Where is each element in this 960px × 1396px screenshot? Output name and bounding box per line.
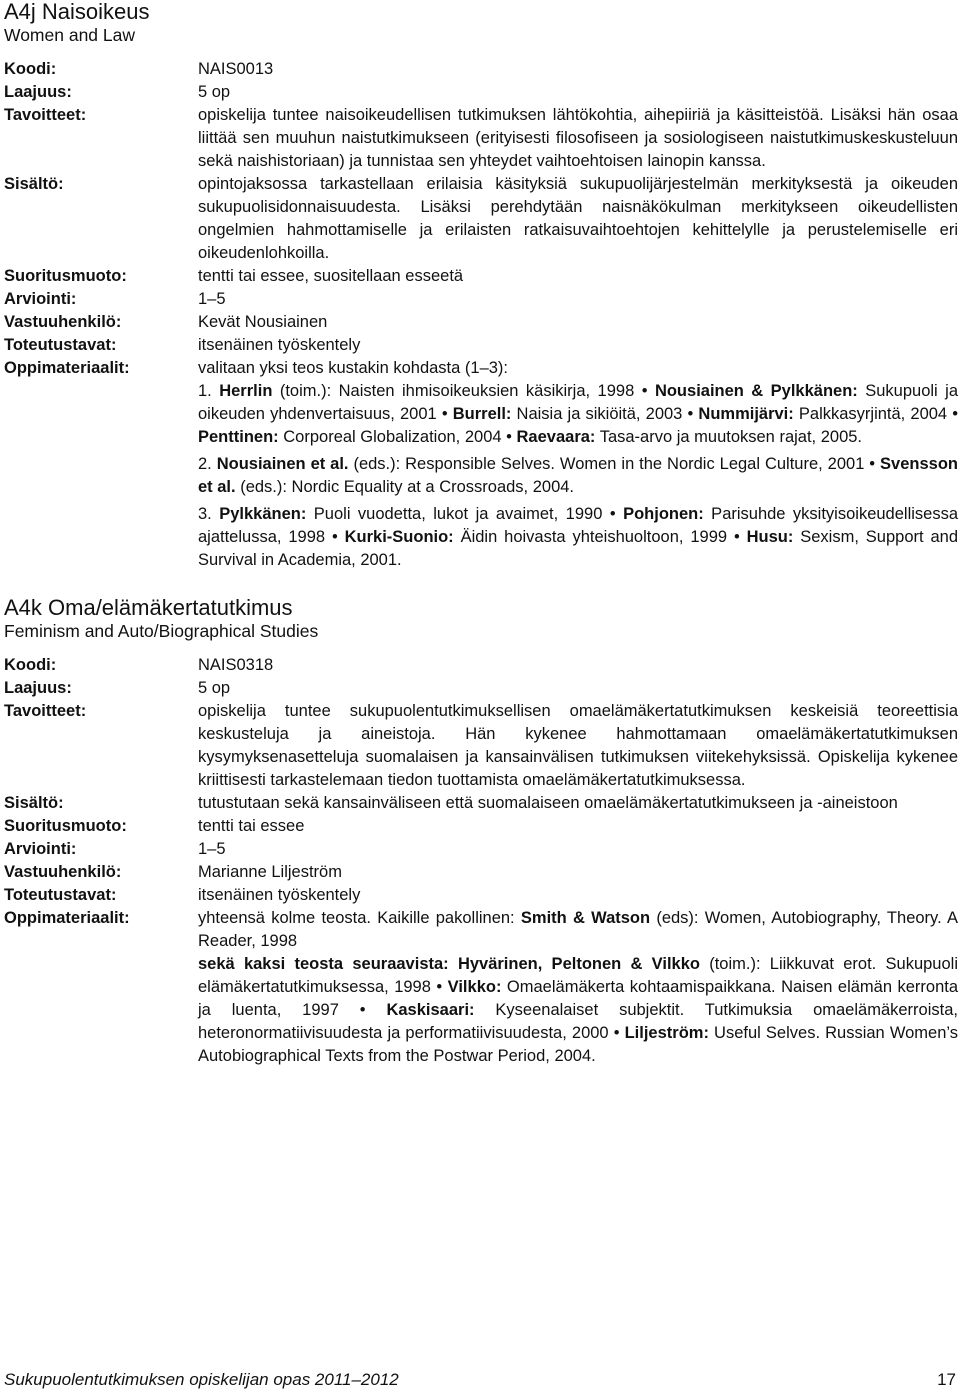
page-footer [4, 1368, 956, 1392]
author-name: Nousiainen & Pylkkänen: [654, 382, 858, 400]
materials-group [198, 380, 958, 449]
author-name: Kurki-Suonio: [344, 528, 454, 546]
course-a4j [4, 0, 958, 572]
group-number: 2. [198, 455, 217, 473]
bullet-separator: • [602, 505, 624, 523]
field-value: 5 op [198, 679, 231, 697]
materials-intro [198, 907, 958, 953]
field-value: 1–5 [198, 840, 226, 858]
field-value: tentti tai essee [198, 817, 305, 835]
field-label: Tavoitteet: [4, 702, 87, 720]
course-title: A4k Oma/elämäkertatutkimus [4, 595, 293, 620]
field-label: Toteutustavat: [4, 336, 117, 354]
author-name: Smith & Watson [520, 909, 651, 927]
field-vastuuhenkilo [4, 311, 958, 334]
field-value [198, 907, 958, 1068]
reference-text: Useful Selves. Russian Women’s Autobiographical Texts from the Postwar Period, 2004. [198, 1024, 959, 1065]
reference-text: Tasa-arvo ja muutoksen rajat, 2005. [595, 428, 863, 446]
reference-text: Kyseenalaiset subjektit. Tutkimuksia omaelämäkerroista, heteronormatiivisuudesta ja performatiivisuudesta, 2000 [198, 1001, 958, 1042]
field-label: Toteutustavat: [4, 886, 117, 904]
field-arviointi [4, 838, 958, 861]
field-label: Suoritusmuoto: [4, 817, 127, 835]
reference-text: (eds.): Responsible Selves. Women in the Nordic Legal Culture, 2001 [348, 455, 865, 473]
field-value: Kevät Nousiainen [198, 313, 328, 331]
reference-text: Palkkasyrjintä, 2004 [793, 405, 948, 423]
field-label: Koodi: [4, 60, 57, 78]
course-subtitle: Women and Law [4, 25, 136, 45]
bullet-separator: • [325, 528, 345, 546]
field-tavoitteet [4, 700, 958, 792]
field-value: NAIS0318 [198, 656, 274, 674]
field-value: opiskelija tuntee sukupuolentutkimuksellisen omaelämäkertatutkimuksen keskeisiä teoreettisia keskusteluja ja aineistoja. Hän kykenee hahmottamaan omaelämäkertatutkimuksen kysymyksenasetteluja suomalaisen ja kansainvälisen tutkimuksen viitekehyksissä. Opiskelija kykenee kriittisesti tarkastelemaan tiedon tuottamista omaelämäkertatutkimuksessa. [198, 702, 958, 789]
course-a4k [4, 596, 958, 1068]
field-value: Marianne Liljeström [198, 863, 342, 881]
footer-guide-title: Sukupuolentutkimuksen opiskelijan opas 2011–2012 [4, 1370, 399, 1389]
author-name: Vilkko: [447, 978, 502, 996]
field-label: Oppimateriaalit: [4, 359, 130, 377]
author-name: Pylkkänen: [219, 505, 307, 523]
materials-intro-text: yhteensä kolme teosta. Kaikille pakollinen: [198, 909, 521, 927]
field-value: 1–5 [198, 290, 226, 308]
bullet-separator: • [501, 428, 517, 446]
field-value: itsenäinen työskentely [198, 886, 361, 904]
field-label: Vastuuhenkilö: [4, 313, 122, 331]
field-vastuuhenkilo [4, 861, 958, 884]
field-label: Arviointi: [4, 840, 77, 858]
field-value: itsenäinen työskentely [198, 336, 361, 354]
field-suoritusmuoto [4, 815, 958, 838]
author-name: Nummijärvi: [698, 405, 794, 423]
reference-text: Sukupuoli ja oikeuden yhdenvertaisuus, 2001 [198, 382, 958, 423]
reference-text: Parisuhde yksityisoikeudellisessa ajattelussa, 1998 [198, 505, 958, 546]
field-label: Suoritusmuoto: [4, 267, 127, 285]
field-toteutustavat [4, 334, 958, 357]
field-koodi [4, 58, 958, 81]
bullet-separator: • [430, 978, 448, 996]
bullet-separator: • [436, 405, 453, 423]
group-number: 1. [198, 382, 220, 400]
reference-text: (toim.): Liikkuvat erot. Sukupuoli elämäkertatutkimuksessa, 1998 [198, 955, 958, 996]
field-value: tutustutaan sekä kansainväliseen että suomalaiseen omaelämäkertatutkimukseen ja -aineistoon [198, 794, 898, 812]
course-subtitle: Feminism and Auto/Biographical Studies [4, 621, 319, 641]
field-value: tentti tai essee, suositellaan esseetä [198, 267, 464, 285]
field-suoritusmuoto [4, 265, 958, 288]
field-arviointi [4, 288, 958, 311]
materials-list [198, 953, 958, 1068]
footer-page-number: 17 [937, 1370, 956, 1389]
field-oppimateriaalit [4, 907, 958, 1068]
field-sisalto [4, 173, 958, 265]
field-laajuus [4, 81, 958, 104]
field-value: 5 op [198, 83, 231, 101]
reference-text: Naisia ja sikiöitä, 2003 [511, 405, 683, 423]
page [4, 0, 958, 1068]
author-name: Svensson et al. [198, 455, 958, 496]
reference-text: Puoli vuodetta, lukot ja avaimet, 1990 [306, 505, 603, 523]
field-value: NAIS0013 [198, 60, 274, 78]
author-name: Husu: [746, 528, 794, 546]
author-name: Nousiainen et al. [216, 455, 349, 473]
reference-text: Äidin hoivasta yhteishuoltoon, 1999 [453, 528, 728, 546]
author-name: Kaskisaari: [386, 1001, 475, 1019]
field-koodi [4, 654, 958, 677]
field-label: Arviointi: [4, 290, 77, 308]
author-name: Liljeström: [624, 1024, 709, 1042]
bullet-separator: • [682, 405, 699, 423]
field-label: Laajuus: [4, 679, 72, 697]
field-label: Sisältö: [4, 175, 64, 193]
reference-text: Corporeal Globalization, 2004 [278, 428, 502, 446]
reference-text: (eds.): Nordic Equality at a Crossroads, 2004. [235, 478, 575, 496]
bullet-separator: • [634, 382, 655, 400]
group-number: 3. [198, 505, 220, 523]
materials-intro: valitaan yksi teos kustakin kohdasta (1–3): [198, 359, 508, 377]
materials-intro-text: (eds): Women, Autobiography, Theory. A Reader, 1998 [198, 909, 958, 950]
materials-group [198, 453, 958, 499]
reference-text: Sexism, Support and Survival in Academia, 2001. [198, 528, 958, 569]
field-label: Oppimateriaalit: [4, 909, 130, 927]
field-label: Tavoitteet: [4, 106, 87, 124]
field-value: opintojaksossa tarkastellaan erilaisia käsityksiä sukupuolijärjestelmän merkityksestä ja oikeuden sukupuolisidonnaisuudesta. Lisäksi perehdytään naisnäkökulman merkitykseen oikeudellisten ongelmien hahmottamiselle ja erilaisten ratkaisuvaihtoehtojen kehittelylle ja perustelemiselle eri oikeudenlohkoilla. [198, 175, 958, 262]
field-label: Vastuuhenkilö: [4, 863, 122, 881]
author-name: Burrell: [452, 405, 512, 423]
field-sisalto [4, 792, 958, 815]
field-oppimateriaalit [4, 357, 958, 572]
author-name: Raevaara: [516, 428, 596, 446]
field-toteutustavat [4, 884, 958, 907]
author-name: Penttinen: [198, 428, 279, 446]
author-name: Herrlin [219, 382, 273, 400]
field-value: opiskelija tuntee naisoikeudellisen tutkimuksen lähtökohtia, aihepiiriä ja käsitteistöä. Lisäksi hän osaa liittää sen muuhun naistutkimukseen (erityisesti filosofiseen ja sosiologiseen naistutkimuskeskusteluun sekä naishistoriaan) ja tunnistaa sen yhteydet vaihtoehtoisen lainopin kanssa. [198, 106, 958, 170]
field-value [198, 357, 958, 572]
bullet-separator: • [338, 1001, 387, 1019]
author-name: Hyvärinen, Peltonen & Vilkko [457, 955, 700, 973]
reference-text: Omaelämäkerta kohtaamispaikkana. Naisen elämän kerronta ja luenta, 1997 [198, 978, 959, 1019]
materials-group [198, 503, 958, 572]
materials-list [198, 380, 958, 572]
bullet-separator: • [727, 528, 747, 546]
field-tavoitteet [4, 104, 958, 173]
field-label: Laajuus: [4, 83, 72, 101]
bullet-separator: • [864, 455, 881, 473]
field-laajuus [4, 677, 958, 700]
bullet-separator: • [947, 405, 959, 423]
field-label: Koodi: [4, 656, 57, 674]
bullet-separator: • [608, 1024, 625, 1042]
field-label: Sisältö: [4, 794, 64, 812]
author-name: Pohjonen: [623, 505, 704, 523]
materials-choose: sekä kaksi teosta seuraavista: [198, 955, 449, 973]
reference-text: (toim.): Naisten ihmisoikeuksien käsikirja, 1998 [272, 382, 635, 400]
course-title: A4j Naisoikeus [4, 0, 150, 24]
